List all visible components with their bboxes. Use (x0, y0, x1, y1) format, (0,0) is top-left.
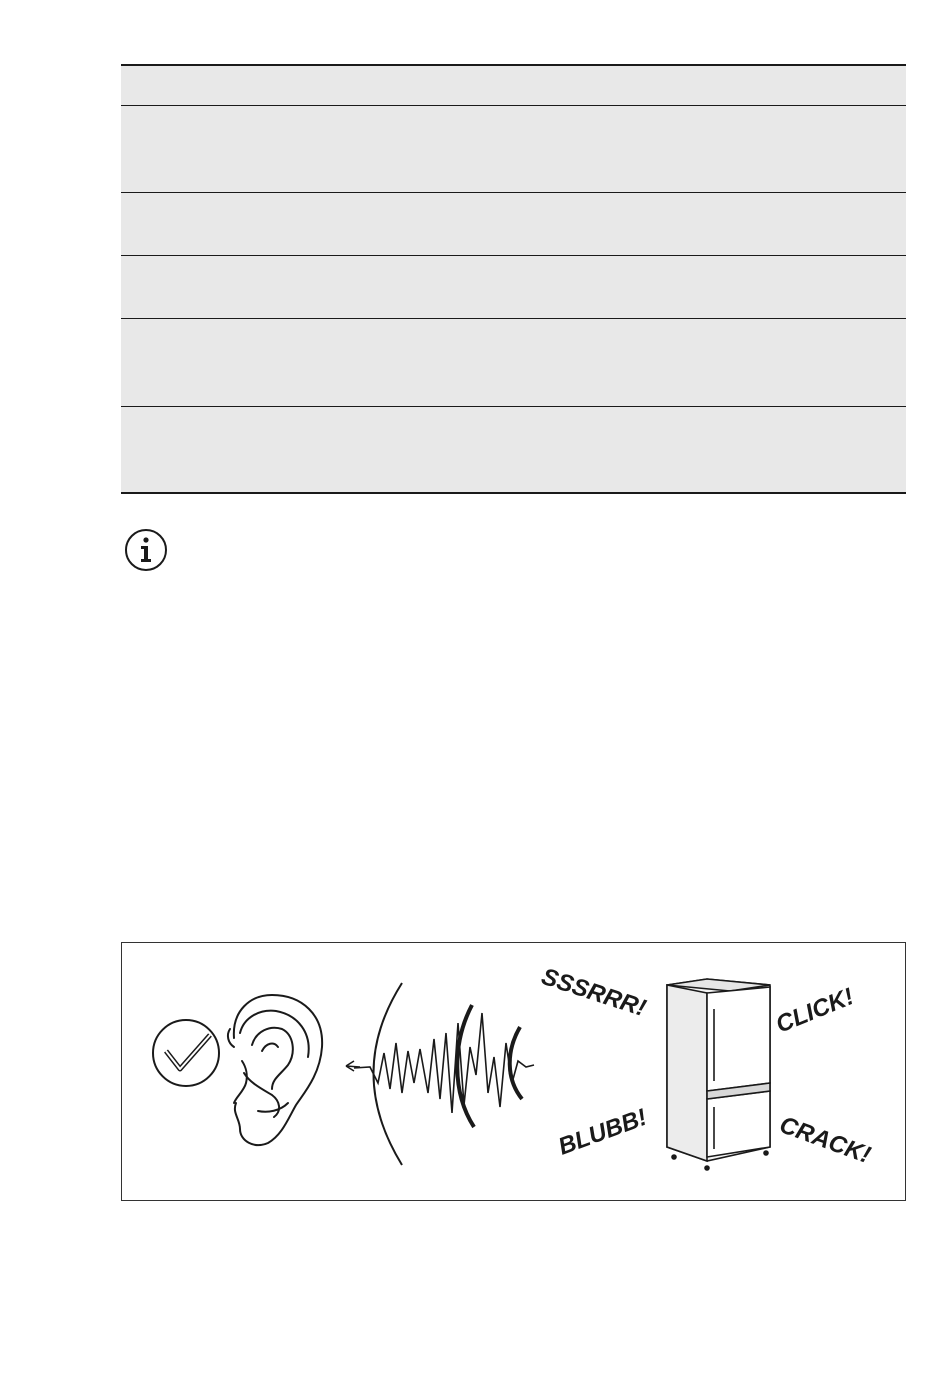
table-row (121, 193, 906, 256)
refrigerator-icon (667, 979, 770, 1170)
table-row (121, 106, 906, 193)
check-icon (153, 1020, 219, 1086)
info-icon (124, 528, 168, 572)
ear-icon (228, 995, 322, 1145)
table-row (121, 319, 906, 407)
table-row (121, 256, 906, 319)
table-cell (121, 106, 906, 118)
sound-blubb: BLUBB! (554, 1103, 651, 1161)
table-cell (121, 193, 906, 205)
table-row (121, 66, 906, 106)
table-cell (121, 407, 906, 419)
sound-crack: CRACK! (775, 1111, 875, 1170)
noise-illustration (121, 942, 906, 1201)
sound-sssrrr: SSSRRR! (538, 963, 650, 1023)
table-cell (121, 256, 906, 268)
table-cell (121, 66, 906, 78)
table-cell (121, 319, 906, 331)
sound-wave-icon (346, 983, 534, 1165)
table-row (121, 407, 906, 494)
sound-click: CLICK! (772, 983, 858, 1039)
noise-table (121, 64, 906, 494)
